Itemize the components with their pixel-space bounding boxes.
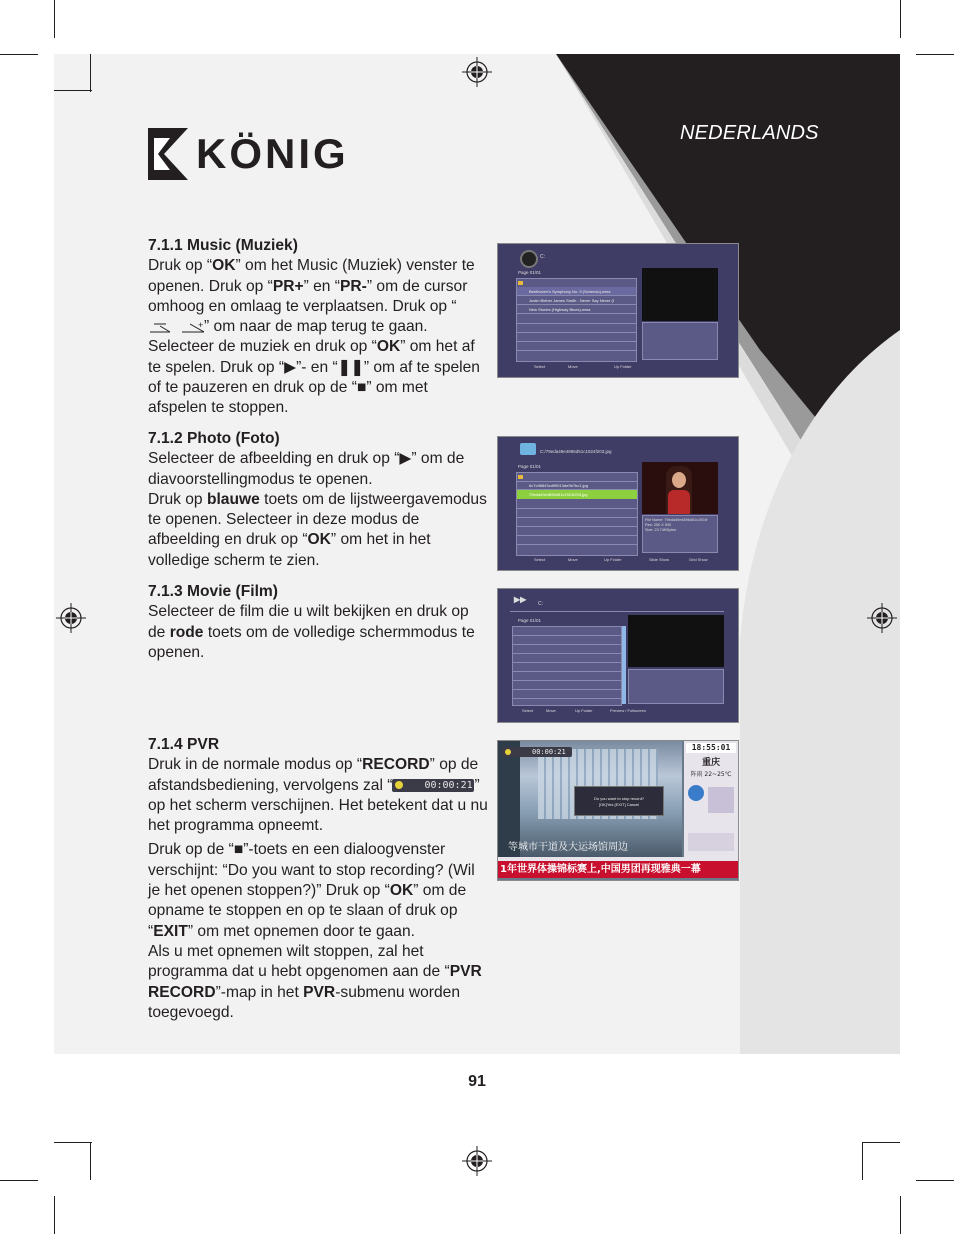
record-dot-icon [395,781,403,789]
list-item[interactable]: New Stories (Highway Blues).wma [517,305,636,314]
language-label: NEDERLANDS [680,122,819,144]
preview-pane [642,268,718,321]
section-heading: 7.1.4 PVR [148,736,220,753]
registration-mark-icon [462,1146,492,1176]
channel-logo-icon [688,785,704,801]
record-dot-icon [505,749,511,755]
tv-subtitle: 等城市干道及大运场馆周边 [508,842,628,853]
crop-mark [54,1196,55,1234]
konig-logo [148,128,354,180]
stop-icon: ■ [356,379,367,397]
svg-text:+: + [198,320,204,331]
disc-icon [520,250,538,268]
clock: 18:55:01 [686,743,736,753]
screen-path: C: [538,601,543,607]
crop-mark [54,0,55,38]
crop-mark [54,90,92,91]
registration-mark-icon [56,603,86,633]
inline-record-indicator [392,779,474,792]
crop-mark [862,54,863,92]
music-screenshot [497,243,739,378]
screen-footer: Select Move Up Folder [534,364,632,369]
screen-page: Page 01/01 [518,270,542,275]
info-pane: File Name: 79eda49e4896d51c1924f Res: 250 X 500 Size: 23.74KBytes [642,515,718,553]
registration-mark-icon [462,57,492,87]
screen-footer: Select Move Up Folder Preview / Fullscreen [522,708,647,713]
screen-path: C:/79eda49e4896d51c1924f203.jpg [540,449,612,454]
preview-pane [628,615,724,667]
file-list [516,278,637,362]
info-pane [628,669,724,704]
crop-mark [916,1180,954,1181]
crop-mark [54,1142,92,1143]
section-heading: 7.1.2 Photo (Foto) [148,430,280,447]
crop-mark [0,54,38,55]
news-ticker: 1年世界体操锦标赛上,中国男团再现雅典一幕 [498,861,739,878]
pvr-paragraph-2: Druk op de “■”-toets en een dialoogvenster verschijnt: “Do you want to stop recording? (Wil je het openen stoppen?)” Druk op “OK” om de opname te stoppen en op te slaan of druk op “EXIT” om met opnemen door te gaan. [148,841,475,940]
list-item[interactable]: Justin Bieber James Smith - Never Say Never (f [517,296,636,305]
folder-icon [518,475,523,479]
crop-mark [900,0,901,38]
back-folder-icon [148,320,204,334]
photo-screenshot [497,436,739,571]
section-movie [148,582,488,663]
crop-mark [916,54,954,55]
movie-paragraph: Selecteer de film die u wilt bekijken en druk op de rode toets om de volledige schermmodus te openen. [148,603,475,661]
crop-mark [862,1142,900,1143]
info-pane [642,322,718,360]
weather: 阵雨 22~25℃ [690,771,732,778]
crop-mark [90,54,91,92]
folder-icon [518,281,523,285]
scrollbar[interactable] [622,626,626,704]
crop-mark [862,1142,863,1180]
section-pvr [148,735,488,1023]
pvr-paragraph-1: Druk in de normale modus op “RECORD” op de afstandsbediening, vervolgens zal “ 00:00:21 ” op het scherm verschijnen. Het betekent dat u nu het programma opneemt. [148,756,488,835]
pvr-paragraph-3: Als u met opnemen wilt stoppen, zal het programma dat u hebt opgenomen aan de “PVR RECORD”-map in het PVR-submenu worden toegevoegd. [148,942,482,1021]
music-paragraph: Druk op “OK” om het Music (Muziek) venster te openen. Druk op “PR+” en “PR-” om de cursor omhoog en omlaag te verplaatsen. Druk op “ + ” om naar de map terug te gaan. Selecteer de muziek en druk op “OK” om het af te spelen. Druk op “▶”- en “❚❚” om af te spelen of te pauzeren en druk op de “■” om met afspelen te stoppen. [148,257,480,417]
crop-mark [862,90,900,91]
section-heading: 7.1.3 Movie (Film) [148,583,278,600]
list-item[interactable]: 6c7c98843cd99013de9b7bc1.jpg [517,481,637,490]
record-indicator [502,747,572,757]
pvr-timer: 00:00:21 [532,748,566,756]
city-name: 重庆 [701,758,720,768]
section-photo [148,429,488,571]
crop-mark [90,1142,91,1180]
screen-path: C: [540,254,545,260]
section-heading: 7.1.1 Music (Muziek) [148,237,298,254]
crop-mark [0,1180,38,1181]
screen-page: Page 01/01 [518,618,542,623]
registration-mark-icon [867,603,897,633]
photo-paragraph-1: Selecteer de afbeelding en druk op “▶” om de diavoorstellingmodus te openen. [148,450,465,488]
stop-icon: ■ [233,841,244,859]
movie-app-icon: ▶▶ [514,595,527,604]
section-music [148,236,488,419]
stop-record-dialog: Do you want to stop record? [OK]Yes [EXIT] Cancel [574,786,664,816]
side-panel [684,741,738,857]
photo-paragraph-2: Druk op blauwe toets om de lijstweergavemodus te openen. Selecteer in deze modus de afbeelding en druk op “OK” om het in het volledige scherm te zien. [148,490,487,569]
crop-mark [900,1196,901,1234]
list-item[interactable]: Beethoven's Symphony No. 9 (Schercio).wma [517,287,636,296]
play-icon: ▶ [399,450,412,468]
play-icon: ▶ [284,358,297,376]
pause-icon: ❚❚ [337,358,364,376]
page-number: 91 [468,1073,486,1090]
file-list [516,472,638,556]
brand-name: KÖNIG [196,130,349,177]
list-item-selected[interactable]: 79eda49e4896d51c1924f203.jpg [517,490,637,499]
screen-page: Page 01/01 [518,464,542,469]
inline-timer: 00:00:21 [424,779,473,791]
file-list [512,626,622,706]
photo-preview [642,462,718,514]
movie-screenshot [497,588,739,723]
screen-footer: Select Move Up Folder Slide Show Grid Show [534,557,708,562]
photo-app-icon [520,443,536,455]
pvr-screenshot [497,740,739,881]
